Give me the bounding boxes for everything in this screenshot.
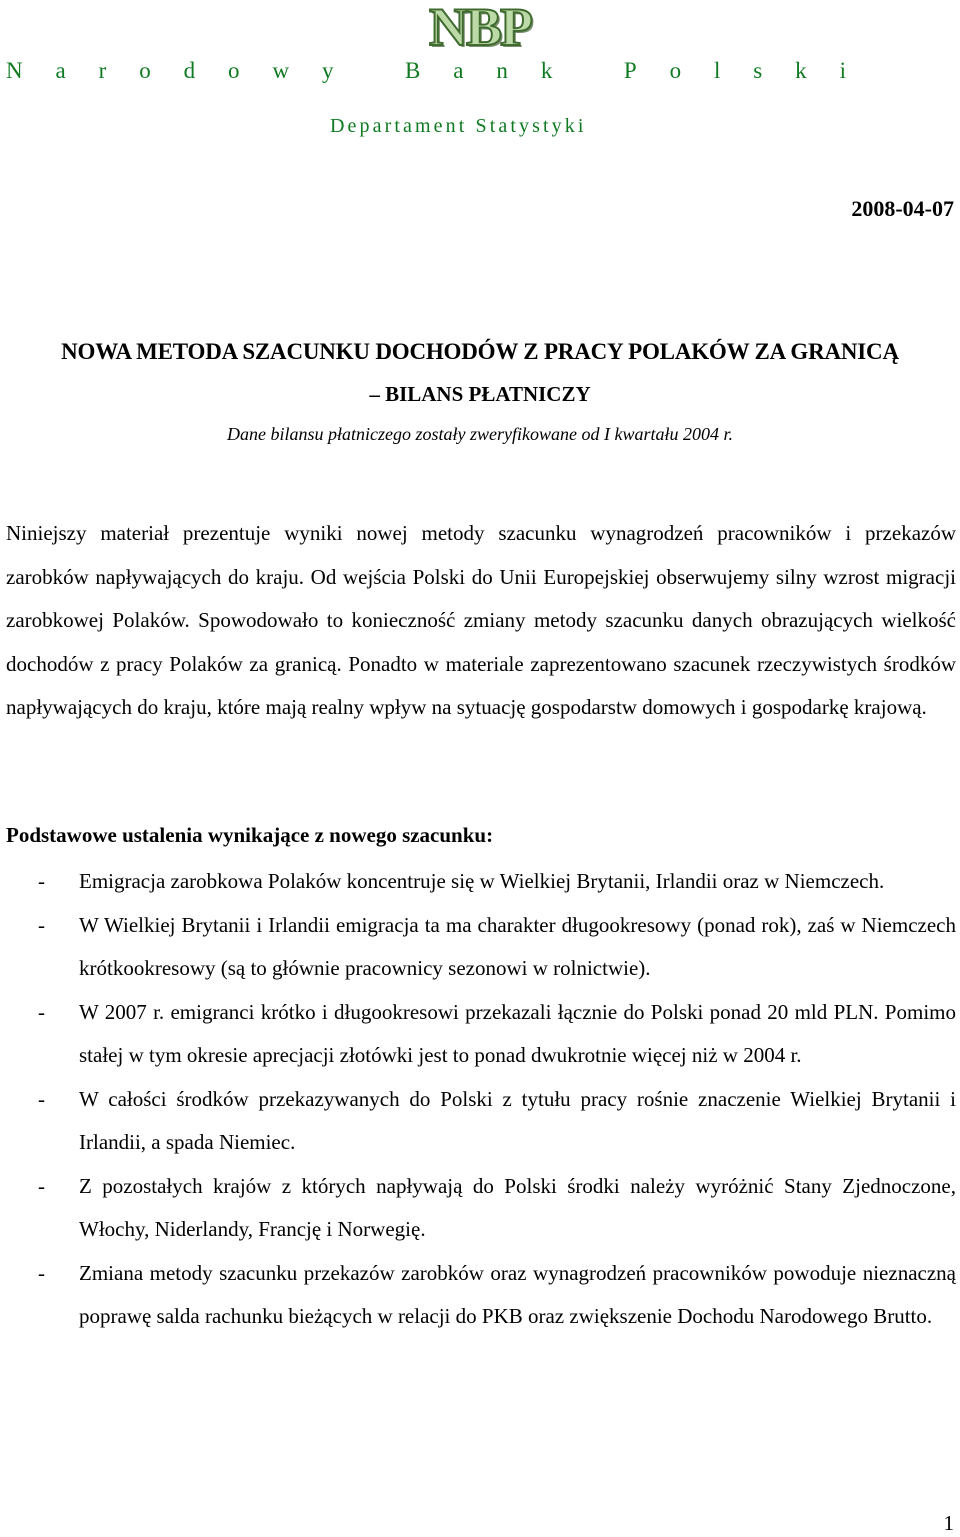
document-title-line2: – BILANS PŁATNICZY	[369, 382, 591, 406]
bank-name-letter: P	[623, 58, 637, 83]
list-item	[6, 1252, 956, 1339]
list-item-text: Zmiana metody szacunku przekazów zarobków oraz wynagrodzeń pracowników powoduje nieznaczną poprawę salda rachunku bieżących w relacji do PKB oraz zwiększenie Dochodu Narodowego Brutto.	[79, 1260, 956, 1328]
bank-name-letter	[585, 58, 591, 84]
bank-name-letter: a	[453, 58, 464, 83]
document-date: 2008-04-07	[851, 196, 954, 221]
bullet-dash: -	[38, 869, 45, 893]
bank-name-letter: B	[405, 58, 421, 83]
bank-name-letter: o	[669, 58, 682, 83]
list-item-text: W Wielkiej Brytanii i Irlandii emigracja ta ma charakter długookresowy (ponad rok), zaś w Niemczech krótkookresowy (są to głównie pracownicy sezonowi w rolnictwie).	[79, 912, 956, 980]
list-item-text: Emigracja zarobkowa Polaków koncentruje się w Wielkiej Brytanii, Irlandii oraz w Niemczech.	[79, 869, 885, 893]
bank-name-letter: l	[714, 58, 721, 83]
bank-name-letter: o	[139, 58, 151, 83]
page-number: 1	[943, 1511, 954, 1535]
bullet-dash: -	[38, 999, 45, 1024]
bank-name-letter: w	[272, 58, 290, 83]
bullet-dash: -	[38, 1260, 45, 1285]
nbp-logo: NBP	[429, 0, 531, 57]
bank-name-letter: d	[183, 58, 196, 83]
bank-name-letter: n	[496, 58, 508, 83]
intro-paragraph: Niniejszy materiał prezentuje wyniki nowej metody szacunku wynagrodzeń pracowników i przekazów zarobków napływających do kraju. Od wejścia Polski do Unii Europejskiej obserwujemy silny wzrost migracji zarobkowej Polaków. Spowodowało to konieczność zmiany metody szacunku danych obrazujących wielkość dochodów z pracy Polaków za granicą. Ponadto w materiale zaprezentowano szacunek rzeczywistych środków napływających do kraju, które mają realny wpływ na sytuację gospodarstw domowych i gospodarkę krajową.	[6, 521, 956, 719]
list-item	[6, 1078, 956, 1165]
list-item-text: W 2007 r. emigranci krótko i długookresowi przekazali łącznie do Polski ponad 20 mld PLN. Pomimo stałej w tym okresie aprecjacji złotówki jest to ponad dwukrotnie więcej niż w 2004 r.	[79, 999, 956, 1067]
findings-list	[6, 860, 956, 1339]
list-item	[6, 1165, 956, 1252]
bullet-dash: -	[38, 1086, 45, 1111]
list-item	[6, 860, 956, 904]
bullet-dash: -	[38, 1173, 45, 1198]
bank-name-letter: r	[98, 58, 107, 83]
bank-name-letter: k	[540, 58, 553, 83]
list-item	[6, 991, 956, 1078]
bank-name-letter: y	[321, 58, 334, 83]
department-name: Departament Statystyki	[330, 115, 587, 137]
list-item	[6, 904, 956, 991]
bank-name-letter: a	[55, 58, 66, 83]
findings-heading: Podstawowe ustalenia wynikające z nowego szacunku:	[6, 823, 494, 847]
bank-name-letter: s	[753, 58, 763, 83]
bank-name	[6, 58, 846, 84]
bank-name-letter: o	[228, 58, 240, 83]
bullet-dash: -	[38, 912, 45, 937]
list-item-text: W całości środków przekazywanych do Polski z tytułu pracy rośnie znaczenie Wielkiej Brytanii i Irlandii, a spada Niemiec.	[79, 1086, 956, 1154]
list-item-text: Z pozostałych krajów z których napływają do Polski środki należy wyróżnić Stany Zjednoczone, Włochy, Niderlandy, Francję i Norwegię.	[79, 1173, 956, 1241]
bank-name-letter: k	[795, 58, 807, 83]
bank-name-letter: N	[6, 58, 23, 83]
bank-name-letter: i	[839, 58, 846, 83]
document-title: NOWA METODA SZACUNKU DOCHODÓW Z PRACY POLAKÓW ZA GRANICĄ	[61, 339, 899, 364]
bank-name-letter	[366, 58, 372, 84]
document-subtitle: Dane bilansu płatniczego zostały zweryfikowane od I kwartału 2004 r.	[227, 424, 733, 444]
